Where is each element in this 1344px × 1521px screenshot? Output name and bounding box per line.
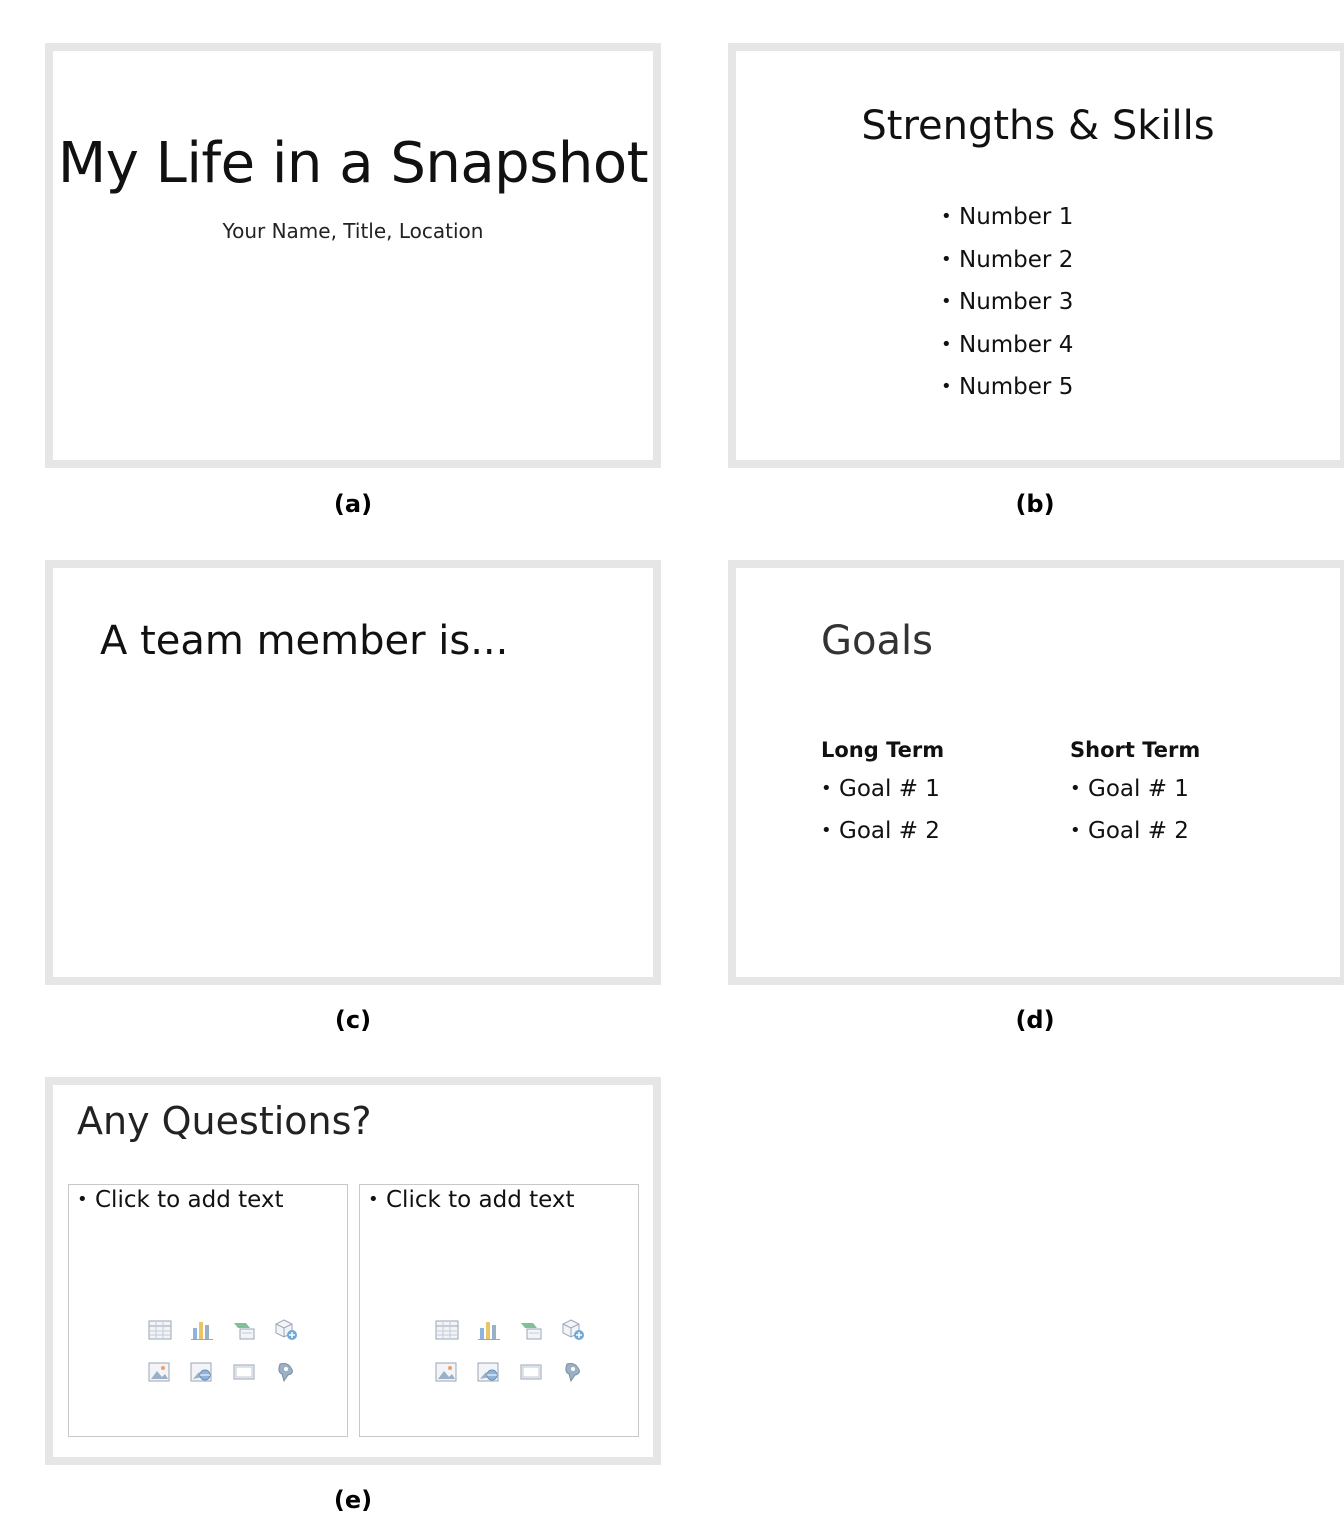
picture-icon[interactable]: [139, 1352, 181, 1394]
long-term-list: [821, 768, 940, 852]
table-icon[interactable]: [426, 1310, 468, 1352]
online-picture-icon[interactable]: [468, 1352, 510, 1394]
slide-c[interactable]: [45, 560, 661, 985]
column-heading-short-term: Short Term: [1070, 738, 1201, 762]
list-item: [941, 281, 1073, 324]
list-item: [1070, 768, 1189, 810]
3d-model-icon[interactable]: [552, 1310, 594, 1352]
bullet-glyph: •: [77, 1189, 88, 1210]
bullet-list: [941, 196, 1073, 409]
list-item: [821, 768, 940, 810]
placeholder-label: Click to add text: [95, 1187, 284, 1213]
slide-title: A team member is...: [100, 618, 509, 664]
slide-b[interactable]: [728, 43, 1344, 468]
list-item: [941, 366, 1073, 409]
column-heading-long-term: Long Term: [821, 738, 945, 762]
list-item: [941, 239, 1073, 282]
bullet-glyph: •: [1070, 820, 1081, 841]
list-item-text: Goal # 1: [839, 776, 940, 802]
list-item-text: Number 2: [959, 246, 1074, 273]
content-placeholder-left[interactable]: [68, 1184, 348, 1437]
list-item: [941, 324, 1073, 367]
slide-a[interactable]: [45, 43, 661, 468]
placeholder-label: Click to add text: [386, 1187, 575, 1213]
smartart-icon[interactable]: [510, 1310, 552, 1352]
insert-icons: [139, 1310, 307, 1394]
bullet-glyph: •: [368, 1189, 379, 1210]
bullet-glyph: •: [941, 248, 952, 270]
placeholder-text[interactable]: [368, 1187, 575, 1213]
list-item-text: Goal # 1: [1088, 776, 1189, 802]
insert-icons: [426, 1310, 594, 1394]
icons-icon[interactable]: [552, 1352, 594, 1394]
chart-icon[interactable]: [468, 1310, 510, 1352]
list-item-text: Number 5: [959, 374, 1074, 400]
placeholder-text[interactable]: [77, 1187, 284, 1213]
content-placeholder-right[interactable]: [359, 1184, 639, 1437]
list-item: [821, 810, 940, 852]
slide-e[interactable]: [45, 1077, 661, 1465]
video-icon[interactable]: [223, 1352, 265, 1394]
table-icon[interactable]: [139, 1310, 181, 1352]
bullet-glyph: •: [821, 820, 832, 841]
caption-e: (e): [333, 1486, 373, 1514]
caption-d: (d): [1015, 1006, 1055, 1034]
bullet-glyph: •: [941, 376, 952, 397]
chart-icon[interactable]: [181, 1310, 223, 1352]
list-item-text: Number 3: [959, 289, 1074, 315]
slide-title: My Life in a Snapshot: [57, 131, 649, 196]
list-item-text: Goal # 2: [1088, 818, 1189, 844]
caption-b: (b): [1015, 490, 1055, 518]
slide-d[interactable]: [728, 560, 1344, 985]
video-icon[interactable]: [510, 1352, 552, 1394]
bullet-glyph: •: [1070, 778, 1081, 799]
slide-title: Any Questions?: [77, 1099, 372, 1143]
list-item-text: Number 1: [959, 204, 1074, 230]
bullet-glyph: •: [941, 206, 952, 227]
list-item-text: Goal # 2: [839, 818, 940, 844]
caption-a: (a): [333, 490, 373, 518]
3d-model-icon[interactable]: [265, 1310, 307, 1352]
list-item: [941, 196, 1073, 239]
online-picture-icon[interactable]: [181, 1352, 223, 1394]
slide-title: Strengths & Skills: [861, 103, 1215, 149]
caption-c: (c): [334, 1006, 372, 1034]
list-item-text: Number 4: [959, 331, 1074, 358]
slide-subtitle: Your Name, Title, Location: [222, 219, 484, 243]
bullet-glyph: •: [941, 291, 952, 312]
slide-title: Goals: [821, 618, 933, 664]
bullet-glyph: •: [821, 778, 832, 799]
picture-icon[interactable]: [426, 1352, 468, 1394]
list-item: [1070, 810, 1189, 852]
bullet-glyph: •: [941, 333, 952, 355]
icons-icon[interactable]: [265, 1352, 307, 1394]
smartart-icon[interactable]: [223, 1310, 265, 1352]
short-term-list: [1070, 768, 1189, 852]
